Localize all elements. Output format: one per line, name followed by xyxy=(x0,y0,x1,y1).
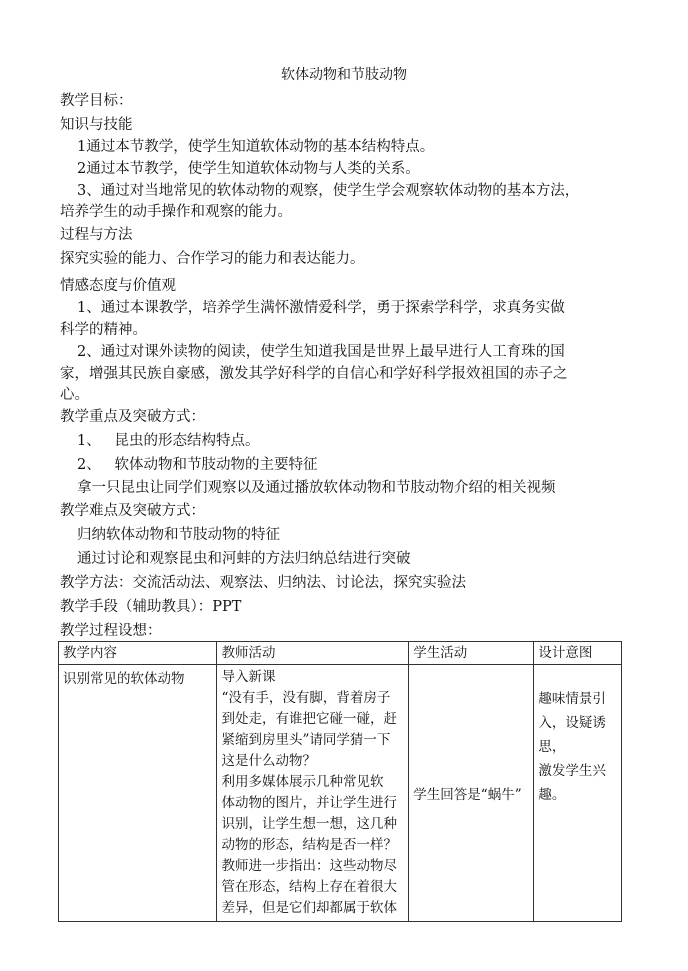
header-content: 教学内容 xyxy=(59,642,217,665)
teacher-line: 差异，但是它们却都属于软体 xyxy=(221,900,397,916)
key-points-heading: 教学重点及突破方式： xyxy=(60,409,205,425)
knowledge-item-3-cont: 培养学生的动手操作和观察的能力。 xyxy=(60,204,292,220)
cell-content: 识别常见的软体动物 xyxy=(59,665,217,922)
emotion-heading: 情感态度与价值观 xyxy=(60,278,176,294)
header-student: 学生活动 xyxy=(409,642,534,665)
emotion-line-4: 家，增强其民族自豪感，激发其学好科学的自信心和学好科学报效祖国的赤子之 xyxy=(60,366,568,382)
key-points-method: 拿一只昆虫让同学们观察以及通过播放软体动物和节肢动物介绍的相关视频 xyxy=(77,480,556,496)
teacher-line: 利用多媒体展示几种常见软 xyxy=(221,774,384,790)
emotion-line-5: 心。 xyxy=(60,387,89,403)
teacher-line: 这是什么动物？ xyxy=(221,753,316,769)
design-line: 趣味情景引 xyxy=(538,691,606,707)
teacher-line: 紧缩到房里头”请同学猜一下 xyxy=(221,732,391,748)
header-design: 设计意图 xyxy=(534,642,622,665)
table-row xyxy=(59,665,622,922)
design-line: 激发学生兴 xyxy=(538,763,606,779)
process-heading: 过程与方法 xyxy=(60,227,133,243)
knowledge-item-1: 1通过本节教学，使学生知道软体动物的基本结构特点。 xyxy=(77,139,435,155)
teacher-line: 教师进一步指出：这些动物尽 xyxy=(221,858,397,874)
lesson-plan-table xyxy=(58,641,622,922)
emotion-line-1: 1、通过本课教学，培养学生满怀激情爱科学，勇于探索学科学，求真务实做 xyxy=(77,300,565,316)
header-teacher: 教师活动 xyxy=(217,642,409,665)
teaching-tools: 教学手段（辅助教具）：PPT xyxy=(60,599,242,615)
cell-design-intent xyxy=(534,665,622,922)
design-line: 趣。 xyxy=(538,787,566,803)
difficulty-method: 通过讨论和观察昆虫和河蚌的方法归纳总结进行突破 xyxy=(77,551,411,567)
key-point-1: 1、 昆虫的形态结构特点。 xyxy=(77,433,260,449)
teaching-methods: 教学方法：交流活动法、观察法、归纳法、讨论法，探究实验法 xyxy=(60,575,466,591)
teacher-line: 到处走，有谁把它碰一碰，赶 xyxy=(221,711,397,727)
design-line: 入，设疑诱思， xyxy=(538,715,606,755)
key-point-2: 2、 软体动物和节肢动物的主要特征 xyxy=(77,457,318,473)
cell-student-activity: 学生回答是“蜗牛” xyxy=(409,665,534,922)
process-text: 探究实验的能力、合作学习的能力和表达能力。 xyxy=(60,251,365,267)
objectives-heading: 教学目标： xyxy=(60,93,133,109)
process-plan-heading: 教学过程设想： xyxy=(60,623,162,639)
knowledge-item-2: 2通过本节教学，使学生知道软体动物与人类的关系。 xyxy=(77,161,420,177)
page-title: 软体动物和节肢动物 xyxy=(281,67,407,83)
emotion-line-2: 科学的精神。 xyxy=(60,322,147,338)
teacher-line: 识别，让学生想一想，这几种 xyxy=(221,816,397,832)
cell-teacher-activity xyxy=(217,665,409,922)
knowledge-item-3: 3、通过对当地常见的软体动物的观察，使学生学会观察软体动物的基本方法， xyxy=(77,183,580,199)
table-header-row xyxy=(59,642,622,665)
difficulties-heading: 教学难点及突破方式： xyxy=(60,503,205,519)
emotion-line-3: 2、通过对课外读物的阅读，使学生知道我国是世界上最早进行人工育珠的国 xyxy=(77,344,565,360)
difficulty-item: 归纳软体动物和节肢动物的特征 xyxy=(77,527,280,543)
teacher-line: 体动物的图片，并让学生进行 xyxy=(221,795,397,811)
teacher-line: 管在形态，结构上存在着很大 xyxy=(221,879,397,895)
teacher-line: 动物的形态，结构是否一样？ xyxy=(221,837,397,853)
knowledge-heading: 知识与技能 xyxy=(60,117,133,133)
teacher-line: “没有手，没有脚，背着房子 xyxy=(221,690,391,706)
teacher-line: 导入新课 xyxy=(221,669,276,685)
